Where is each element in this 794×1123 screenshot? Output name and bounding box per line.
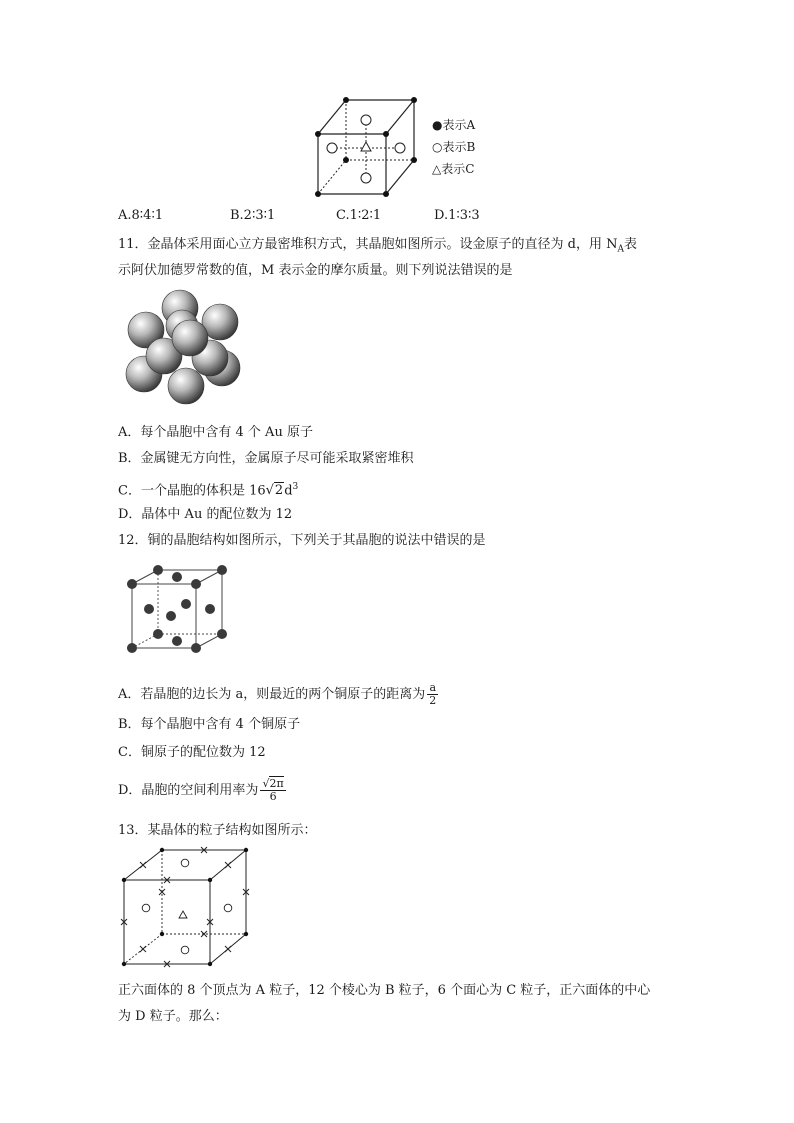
q10-option-b[interactable]: B.2∶3∶1 [230, 208, 276, 223]
legend-label: 表示B [442, 140, 476, 154]
q10-option-a[interactable]: A.8∶4∶1 [118, 208, 164, 223]
q13-description-line2: 为 D 粒子。那么： [118, 1009, 228, 1024]
q10-option-d[interactable]: D.1∶3∶3 [434, 208, 480, 223]
q12-option-c[interactable]: C．铜原子的配位数为 12 [118, 745, 266, 760]
q11-option-a[interactable]: A．每个晶胞中含有 4 个 Au 原子 [118, 425, 313, 440]
q10-option-c[interactable]: C.1∶2∶1 [336, 208, 382, 223]
q13-crystal-cube-figure [118, 846, 253, 971]
q11-option-d[interactable]: D．晶体中 Au 的配位数为 12 [118, 507, 293, 522]
q12-copper-cell-figure [126, 562, 236, 657]
q11-option-b[interactable]: B．金属键无方向性，金属原子尽可能采取紧密堆积 [118, 451, 414, 466]
q12-stem: 12．铜的晶胞结构如图所示，下列关于其晶胞的说法中错误的是 [118, 533, 486, 548]
legend-item-c [432, 160, 474, 177]
legend-symbol: △ [432, 162, 442, 176]
legend-item-b [432, 138, 475, 155]
q12-option-a[interactable]: A．若晶胞的边长为 a，则最近的两个铜原子的距离为 $\frac{a}{2}$ [118, 681, 437, 707]
legend-label: 表示C [441, 162, 475, 176]
fraction: $\frac{√2\pi}{6}$ [262, 777, 284, 803]
q13-description-line1: 正六面体的 8 个顶点为 A 粒子，12 个棱心为 B 粒子，6 个面心为 C 粒子，正六面体的中心 [118, 983, 651, 998]
legend-label: 表示A [442, 118, 476, 132]
legend-symbol: ○ [432, 140, 443, 154]
sqrt-expression: √2 [265, 483, 284, 499]
fraction: $\frac{a}{2}$ [429, 681, 437, 707]
q13-stem: 13．某晶体的粒子结构如图所示： [118, 823, 317, 838]
q11-stem-line1: 11．金晶体采用面心立方最密堆积方式，其晶胞如图所示。设金原子的直径为 d，用 $N_A$表 [118, 237, 638, 255]
q11-gold-spheres-figure [124, 288, 244, 408]
q11-stem-line2: 示阿伏加德罗常数的值，M 表示金的摩尔质量。则下列说法错误的是 [118, 263, 513, 278]
fig1-cube-diagram [310, 92, 430, 202]
q11-option-c[interactable]: C．一个晶胞的体积是 $16√2d^3$ [118, 482, 299, 499]
q12-option-b[interactable]: B．每个晶胞中含有 4 个铜原子 [118, 717, 301, 732]
q12-option-d[interactable]: D．晶胞的空间利用率为 $\frac{√2\pi}{6}$ [118, 777, 284, 803]
legend-item-a [432, 116, 475, 133]
legend-symbol: ● [432, 118, 443, 132]
q10-options [118, 208, 538, 226]
